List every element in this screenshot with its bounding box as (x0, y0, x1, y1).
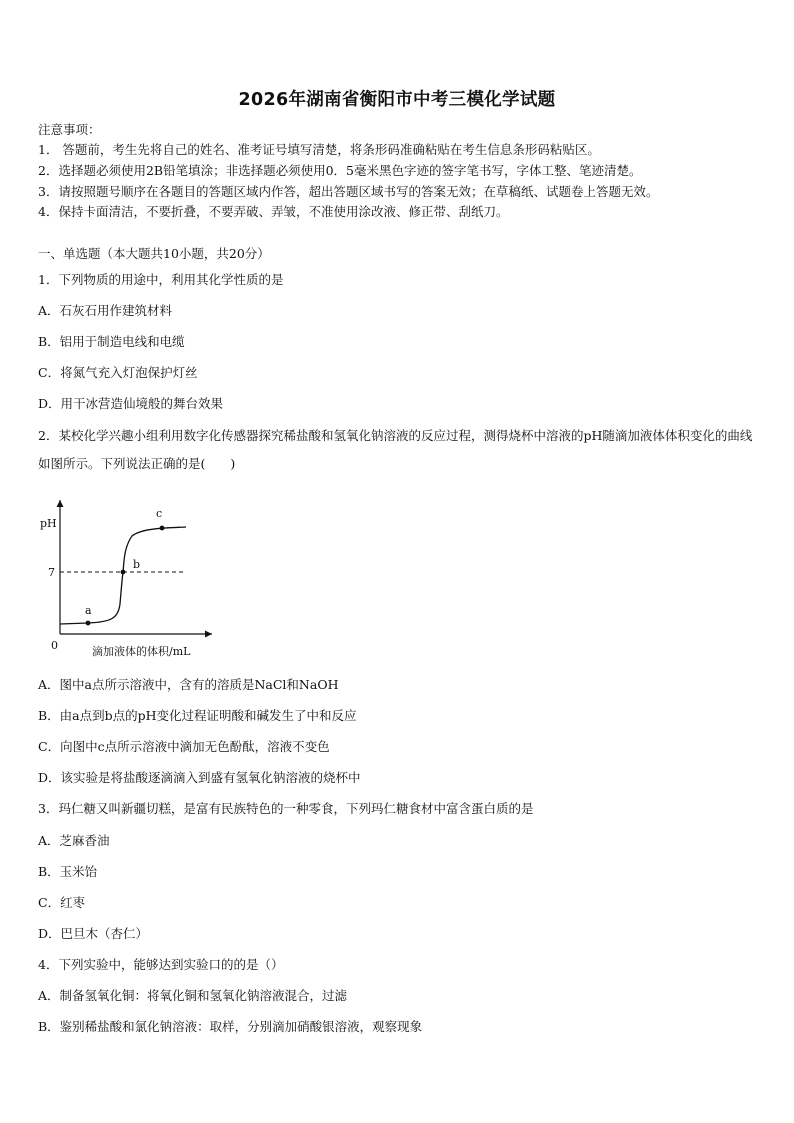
point-b (121, 570, 126, 575)
notice-item-2: 2．选择题必须使用2B铅笔填涂；非选择题必须使用0．5毫米黑色字迹的签字笔书写，字体工整、笔迹清楚。 (38, 163, 642, 178)
question-2-option-b: B．由a点到b点的pH变化过程证明酸和碱发生了中和反应 (38, 708, 357, 723)
notice-item-1: 1． 答题前，考生先将自己的姓名、准考证号填写清楚，将条形码准确粘贴在考生信息条形码粘贴区。 (38, 142, 600, 157)
question-1-stem: 1．下列物质的用途中，利用其化学性质的是 (38, 272, 284, 287)
notice-heading: 注意事项： (38, 122, 101, 137)
notice-item-4: 4．保持卡面清洁，不要折叠，不要弄破、弄皱，不准使用涂改液、修正带、刮纸刀。 (38, 204, 509, 219)
question-4-stem: 4．下列实验中，能够达到实验口的的是（） (38, 957, 284, 972)
question-2-option-a: A．图中a点所示溶液中，含有的溶质是NaCl和NaOH (38, 677, 339, 692)
question-1-option-d: D．用干冰营造仙境般的舞台效果 (38, 396, 224, 411)
question-2-stem: 2．某校化学兴趣小组利用数字化传感器探究稀盐酸和氢氧化钠溶液的反应过程，测得烧杯中溶液的pH随滴加液体体积变化的曲线如图所示。下列说法正确的是( ) (38, 428, 753, 471)
ph-curve (60, 527, 186, 624)
question-4-option-b: B．鉴别稀盐酸和氯化钠溶液：取样，分别滴加硝酸银溶液，观察现象 (38, 1019, 423, 1034)
question-3-option-c: C．红枣 (38, 895, 86, 910)
point-b-label: b (133, 558, 141, 571)
point-a (86, 621, 91, 626)
x-axis-label: 滴加液体的体积/mL (92, 645, 191, 658)
question-3-option-d: D．巴旦木（杏仁） (38, 926, 149, 941)
question-3-option-b: B．玉米饴 (38, 864, 98, 879)
point-c (160, 526, 165, 531)
question-2-option-d: D．该实验是将盐酸逐滴滴入到盛有氢氧化钠溶液的烧杯中 (38, 770, 361, 785)
point-c-label: c (156, 507, 163, 520)
origin-label: 0 (51, 639, 58, 652)
y-tick-label-7: 7 (48, 566, 55, 579)
point-a-label: a (85, 604, 92, 617)
notice-item-3: 3．请按照题号顺序在各题目的答题区域内作答，超出答题区域书写的答案无效；在草稿纸、试题卷上答题无效。 (38, 184, 659, 199)
question-3-option-a: A．芝麻香油 (38, 833, 110, 848)
question-3-stem: 3．玛仁糖又叫新疆切糕，是富有民族特色的一种零食，下列玛仁糖食材中富含蛋白质的是 (38, 801, 534, 816)
section-heading: 一、单选题（本大题共10小题，共20分） (38, 246, 270, 261)
question-4-option-a: A．制备氢氧化铜：将氧化铜和氢氧化钠溶液混合，过滤 (38, 988, 348, 1003)
ph-curve-chart (36, 492, 226, 664)
question-1-option-b: B．铝用于制造电线和电缆 (38, 334, 185, 349)
y-axis-label: pH (40, 517, 57, 530)
question-2-option-c: C．向图中c点所示溶液中滴加无色酚酞，溶液不变色 (38, 739, 330, 754)
question-1-option-a: A．石灰石用作建筑材料 (38, 303, 173, 318)
page-title: 2026年湖南省衡阳市中考三模化学试题 (238, 90, 556, 110)
question-1-option-c: C．将氮气充入灯泡保护灯丝 (38, 365, 198, 380)
